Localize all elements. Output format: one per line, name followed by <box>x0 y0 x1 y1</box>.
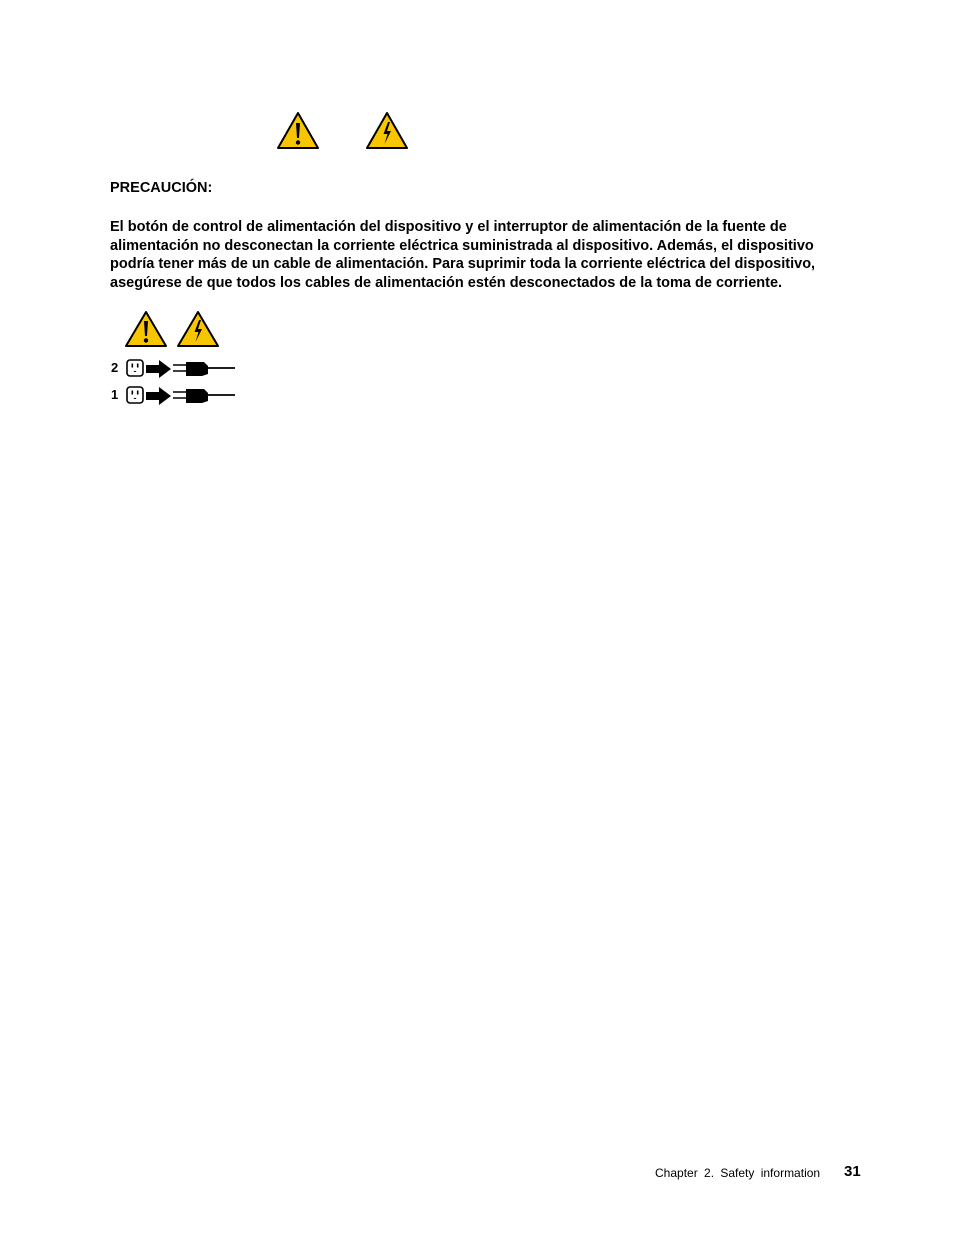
page-number: 31 <box>844 1163 861 1180</box>
power-plug-icon <box>172 360 236 378</box>
caution-line: podría tener más de un cable de alimentación. Para suprimir toda la corriente eléctrica del dispositivo, <box>110 256 816 272</box>
caution-line: asegúrese de que todos los cables de alimentación estén desconectados de la toma de corriente. <box>110 274 783 291</box>
caution-heading: PRECAUCIÓN: <box>110 180 213 196</box>
caution-warning-icon <box>276 111 320 150</box>
caution-line: alimentación no desconectan la corriente eléctrica suministrada al dispositivo. Además, el dispositivo <box>110 237 814 254</box>
diagram-electrical-icon <box>176 310 220 348</box>
caution-line: El botón de control de alimentación del dispositivo y el interruptor de alimentación de la fuente de <box>110 219 787 235</box>
caution-paragraph <box>110 218 870 292</box>
unplug-arrow-icon <box>146 387 172 405</box>
unplug-arrow-icon <box>146 360 172 378</box>
power-plug-icon <box>172 387 236 405</box>
cord-number-label: 1 <box>111 387 119 402</box>
chapter-footer: Chapter 2. Safety information <box>655 1166 821 1180</box>
power-outlet-icon <box>126 386 144 404</box>
cord-number-label: 2 <box>111 360 119 375</box>
diagram-caution-icon <box>124 310 168 348</box>
power-outlet-icon <box>126 359 144 377</box>
electrical-hazard-icon <box>365 111 409 150</box>
